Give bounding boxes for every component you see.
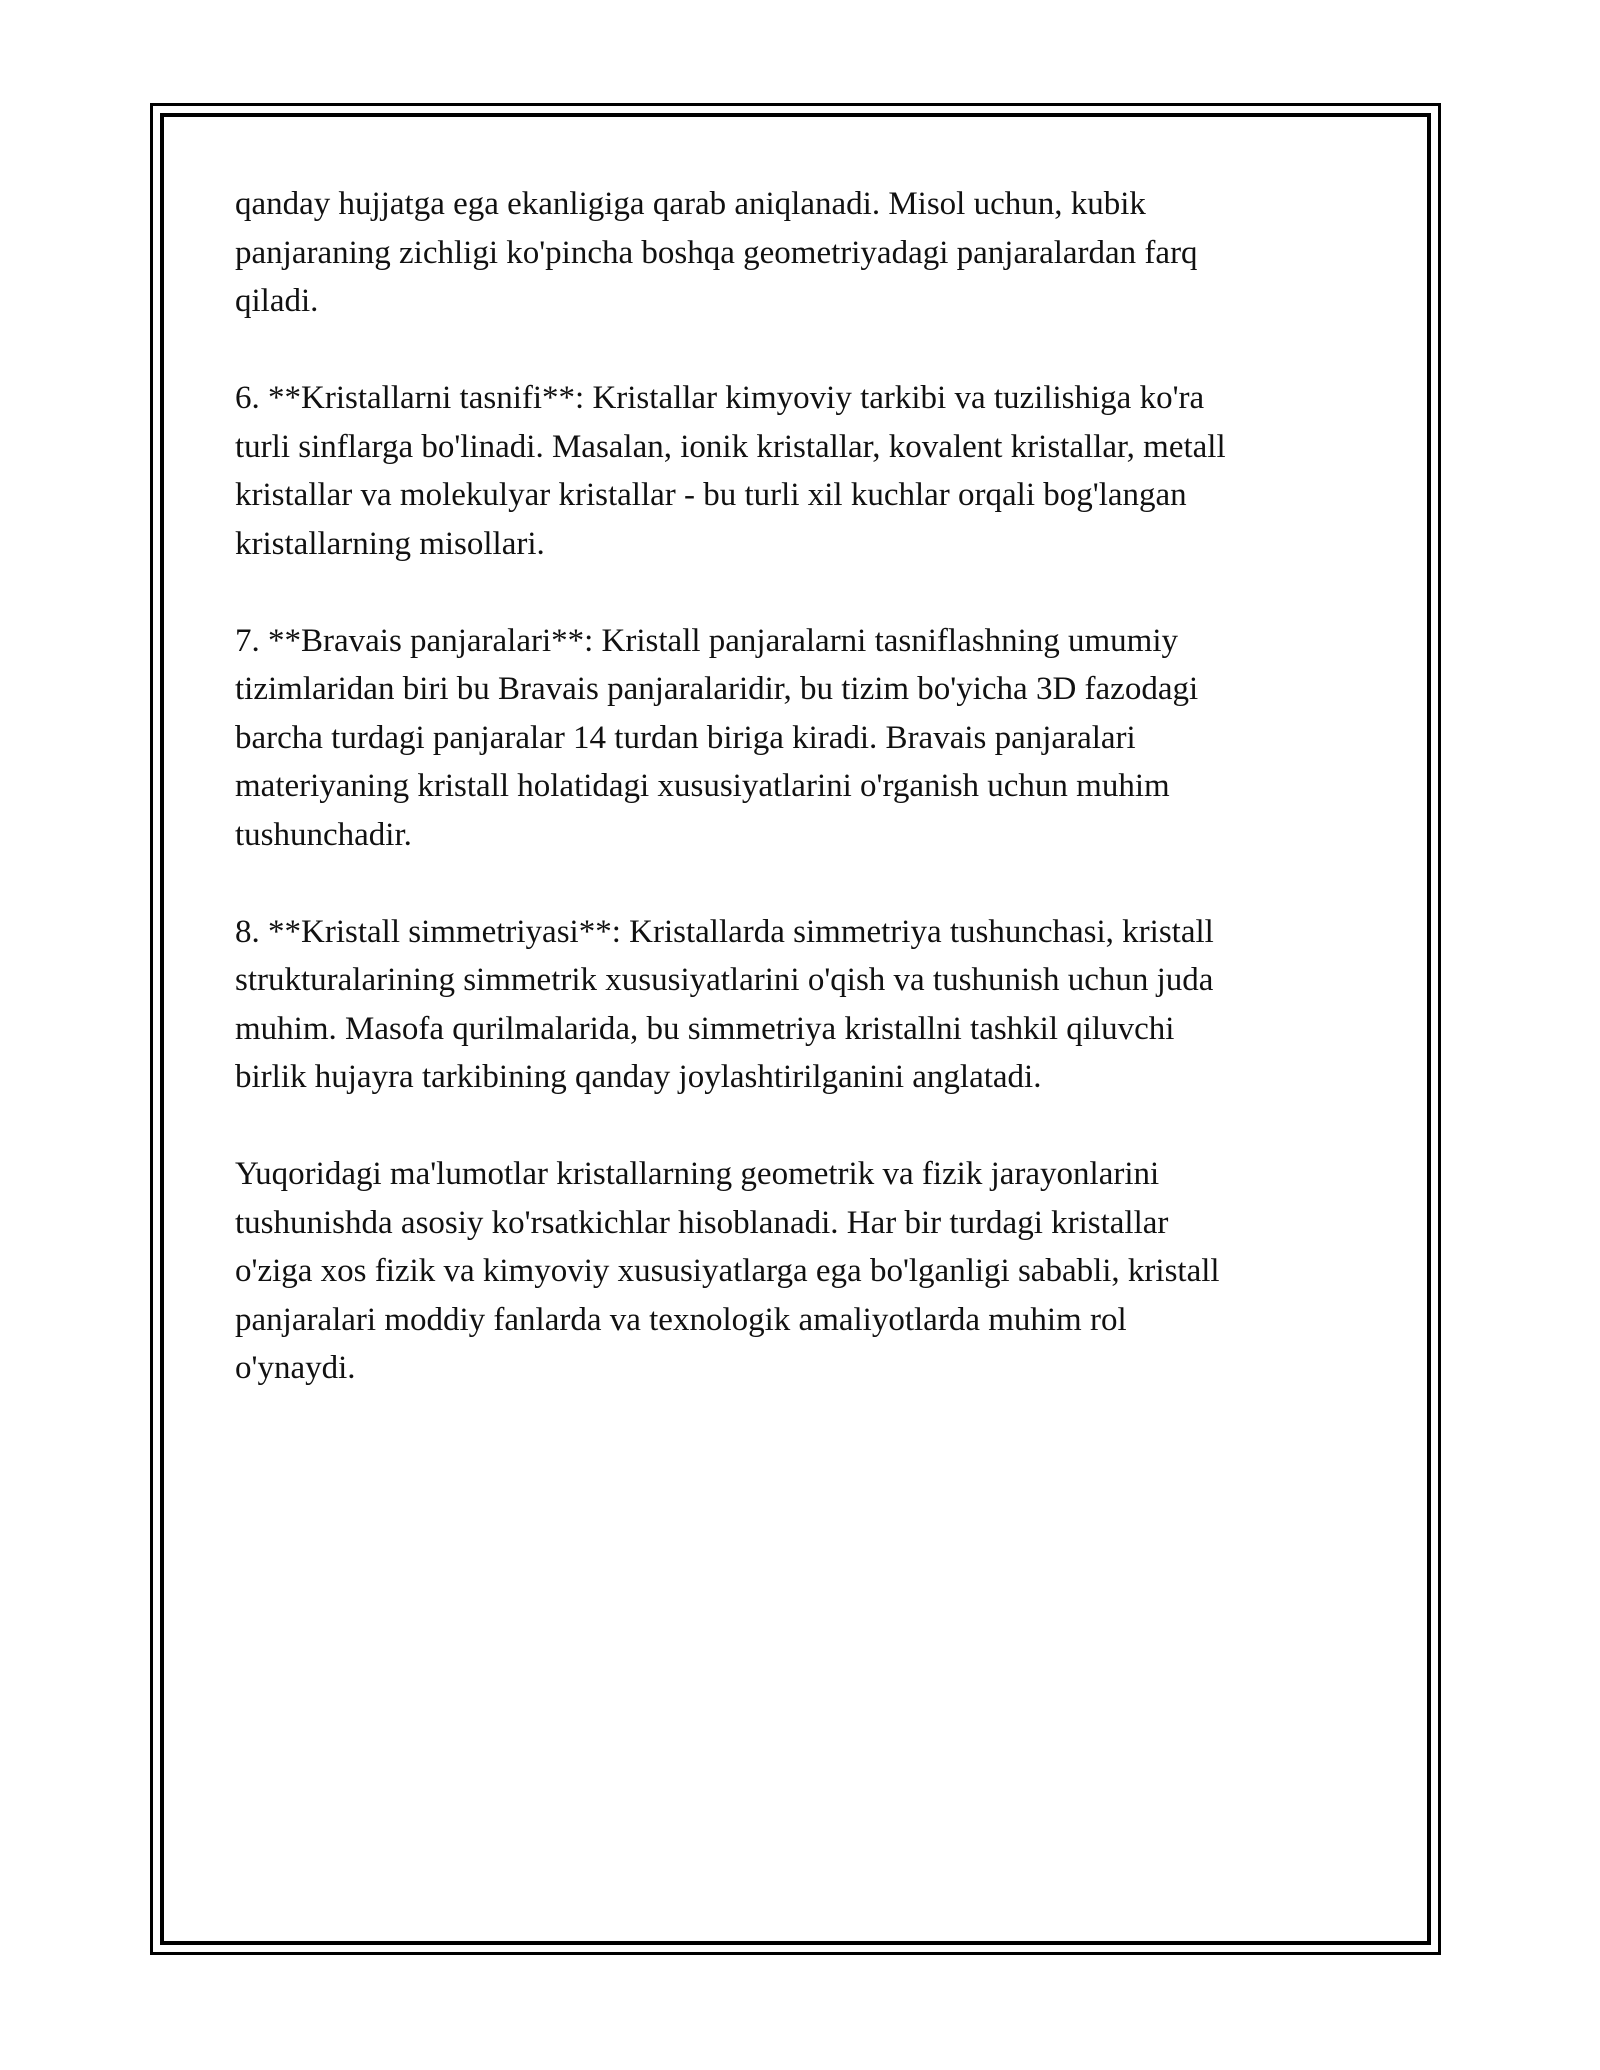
paragraph-conclusion: Yuqoridagi ma'lumotlar kristallarning geometrik va fizik jarayonlarini tushunishda asosiy ko'rsatkichlar hisoblanadi. Har bir turdagi kristallar o'ziga xos fizik va kimyoviy xususiyatlarga ega bo'lganligi sababli, kristall panjaralari moddiy fanlarda va texnologik amaliyotlarda muhim rol o'ynaydi.: [235, 1156, 1220, 1386]
document-body: [235, 180, 1365, 1441]
paragraph-bravais-lattices: 7. **Bravais panjaralari**: Kristall panjaralarni tasniflashning umumiy tizimlaridan biri bu Bravais panjaralaridir, bu tizim bo'yicha 3D fazodagi barcha turdagi panjaralar 14 turdan biriga kiradi. Bravais panjaralari materiyaning kristall holatidagi xususiyatlarini o'rganish uchun muhim tushunchadir.: [235, 622, 1199, 853]
paragraph-crystal-classification: 6. **Kristallarni tasnifi**: Kristallar kimyoviy tarkibi va tuzilishiga ko'ra turli sinflarga bo'linadi. Masalan, ionik kristallar, kovalent kristallar, metall kristallar va molekulyar kristallar - bu turli xil kuchlar orqali bog'langan kristallarning misollari.: [235, 380, 1226, 562]
paragraph-crystal-symmetry: 8. **Kristall simmetriyasi**: Kristallarda simmetriya tushunchasi, kristall strukturalarining simmetrik xususiyatlarini o'qish va tushunish uchun juda muhim. Masofa qurilmalarida, bu simmetriya kristallni tashkil qiluvchi birlik hujayra tarkibining qanday joylashtirilganini anglatadi.: [235, 913, 1214, 1095]
paragraph-continuation: qanday hujjatga ega ekanligiga qarab aniqlanadi. Misol uchun, kubik panjaraning zichligi ko'pincha boshqa geometriyadagi panjaralardan farq qiladi.: [235, 186, 1198, 319]
